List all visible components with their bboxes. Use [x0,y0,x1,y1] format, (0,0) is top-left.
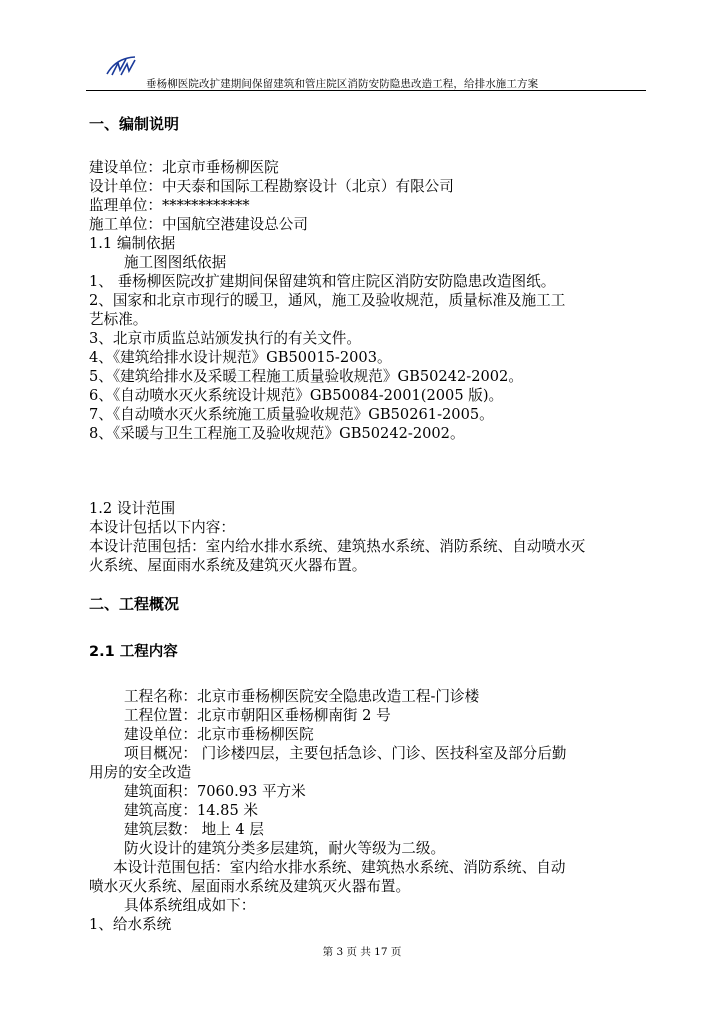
scope-line-1: 本设计范围包括：室内给水排水系统、建筑热水系统、消防系统、自动喷水灭 [89,538,586,555]
line-basis-heading: 1.1 编制依据 [89,235,176,252]
line-drawing-basis: 施工图图纸依据 [124,254,227,271]
section-1-heading: 一、编制说明 [89,115,180,133]
header-title: 垂杨柳医院改扩建期间保留建筑和管庄院区消防安防隐患改造工程，给排水施工方案 [146,78,539,90]
list-item-8: 8、《采暖与卫生工程施工及验收规范》GB50242-2002。 [89,425,465,442]
fire-classification: 防火设计的建筑分类多层建筑，耐火等级为二级。 [124,840,446,857]
project-overview-cont: 用房的安全改造 [89,764,192,781]
list-item-2-cont: 艺标准。 [89,311,148,328]
building-height: 建筑高度：14.85 米 [124,802,258,819]
company-logo-icon [104,54,138,78]
scope-line-2: 火系统、屋面雨水系统及建筑灭火器布置。 [89,557,367,574]
building-floors: 建筑层数： 地上 4 层 [124,821,264,838]
line-construction-unit: 建设单位：北京市垂杨柳医院 [89,159,279,176]
system-composition-intro: 具体系统组成如下： [124,897,256,914]
list-item-3: 3、北京市质监总站颁发执行的有关文件。 [89,330,361,347]
scope-intro: 本设计包括以下内容： [89,519,235,536]
scope-heading: 1.2 设计范围 [89,500,176,517]
section-2-1-heading: 2.1 工程内容 [89,644,178,660]
section-2-heading: 二、工程概况 [89,595,180,613]
design-scope-line-1: 本设计范围包括：室内给水排水系统、建筑热水系统、消防系统、自动 [113,859,566,876]
building-area: 建筑面积：7060.93 平方米 [124,783,306,800]
project-owner: 建设单位：北京市垂杨柳医院 [124,726,314,743]
list-item-2: 2、国家和北京市现行的暖卫，通风，施工及验收规范，质量标准及施工工 [89,292,566,309]
line-supervision-unit: 监理单位：************ [89,197,250,214]
project-overview: 项目概况： 门诊楼四层，主要包括急诊、门诊、医技科室及部分后勤 [124,745,567,762]
page-number: 第 3 页 共 17 页 [322,946,402,958]
design-scope-line-2: 喷水灭火系统、屋面雨水系统及建筑灭火器布置。 [89,878,411,895]
water-supply-system: 1、给水系统 [89,916,172,933]
header-divider [86,90,646,91]
project-name: 工程名称：北京市垂杨柳医院安全隐患改造工程-门诊楼 [124,688,480,705]
list-item-6: 6、《自动喷水灭火系统设计规范》GB50084-2001(2005 版)。 [89,387,504,404]
line-design-unit: 设计单位：中天泰和国际工程勘察设计（北京）有限公司 [89,178,454,195]
list-item-7: 7、《自动喷水灭火系统施工质量验收规范》GB50261-2005。 [89,406,494,423]
list-item-1: 1、 垂杨柳医院改扩建期间保留建筑和管庄院区消防安防隐患改造图纸。 [89,273,556,290]
line-contractor-unit: 施工单位：中国航空港建设总公司 [89,216,308,233]
list-item-5: 5、《建筑给排水及采暖工程施工质量验收规范》GB50242-2002。 [89,368,523,385]
project-location: 工程位置：北京市朝阳区垂杨柳南街 2 号 [124,707,391,724]
list-item-4: 4、《建筑给排水设计规范》GB50015-2003。 [89,349,392,366]
